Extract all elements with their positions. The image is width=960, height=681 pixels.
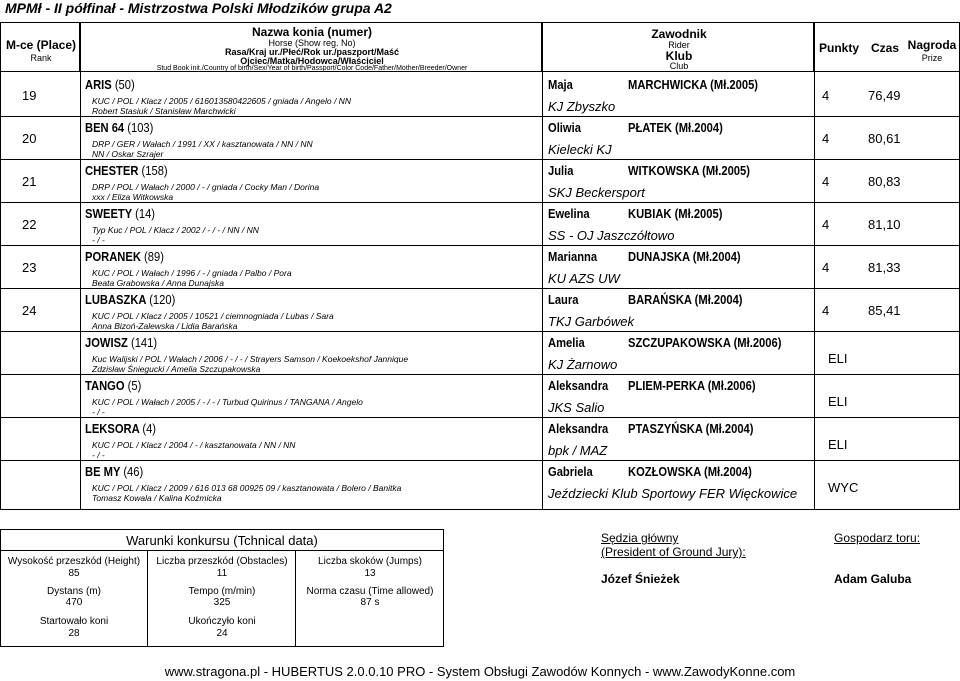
horse-title: JOWISZ (85, 335, 128, 350)
horse-number: (50) (114, 77, 135, 92)
horse-title: LEKSORA (85, 421, 140, 436)
horse-name (85, 335, 157, 350)
rider-first-name: Aleksandra (548, 378, 609, 393)
horse-title: SWEETY (85, 206, 133, 221)
rider-first-name: Ewelina (548, 206, 590, 221)
horse-owners: Beata Grabowska / Anna Dunajska (92, 278, 224, 288)
club-header-sub: Club (669, 61, 689, 71)
time-value: 81,33 (868, 260, 901, 275)
rank-value: 23 (22, 260, 37, 275)
horse-title: BE MY (85, 464, 121, 479)
norm-label: Norma czasu (Time allowed) (306, 586, 434, 597)
rider-last-name: MARCHWICKA (Mł.2005) (628, 77, 759, 92)
rank-header-label: M-ce (Place) (5, 38, 77, 52)
footer-credits: www.stragona.pl - HUBERTUS 2.0.0.10 PRO - System Obsługi Zawodów Konnych - www.ZawodyKonne.com (164, 664, 796, 679)
club-name: Kielecki KJ (548, 142, 612, 157)
club-name: Jeździecki Klub Sportowy FER Więckowice (548, 486, 798, 501)
time-header-label: Czas (870, 41, 899, 55)
horse-title: ARIS (85, 77, 112, 92)
club-name: SS - OJ Jaszczółtowo (548, 228, 675, 243)
time-value: 76,49 (868, 88, 901, 103)
rider-first-name: Julia (548, 163, 574, 178)
rank-value: 21 (22, 174, 37, 189)
height-value: 85 (68, 568, 80, 579)
horse-details: KUC / POL / Klacz / 2009 / 616 013 68 00925 09 / kasztanowata / Bolero / Banitka (92, 483, 402, 493)
horse-details: Typ Kuc / POL / Klacz / 2002 / - / - / NN / NN (92, 225, 259, 235)
horse-title: CHESTER (85, 163, 139, 178)
club-name: TKJ Garbówek (548, 314, 634, 329)
norm-value: 87 s (360, 597, 380, 608)
column-divider (814, 72, 815, 510)
points-value: 4 (822, 174, 830, 189)
time-value: 85,41 (868, 303, 901, 318)
row-divider (0, 202, 960, 203)
rider-last-name: KUBIAK (Mł.2005) (628, 206, 723, 221)
judge-label-en: (President of Ground Jury): (601, 545, 746, 559)
horse-details: DRP / POL / Wałach / 2000 / - / gniada / Cocky Man / Dorina (92, 182, 320, 192)
rank-value: 22 (22, 217, 37, 232)
horse-number: (14) (135, 206, 156, 221)
result-status: ELI (828, 437, 848, 452)
conditions-title: Warunki konkursu (Tchnical data) (126, 533, 318, 548)
rider-first-name: Oliwia (548, 120, 581, 135)
rider-last-name: SZCZUPAKOWSKA (Mł.2006) (628, 335, 782, 350)
points-header-label: Punkty (818, 41, 859, 55)
column-divider (0, 72, 1, 510)
result-status: WYC (828, 480, 859, 495)
horse-header-sub1: Horse (Show reg. No) (268, 38, 356, 48)
time-value: 81,10 (868, 217, 901, 232)
club-name: KU AZS UW (548, 271, 620, 286)
horse-name (85, 464, 143, 479)
horse-owners: - / - (92, 235, 105, 245)
rider-last-name: DUNAJSKA (Mł.2004) (628, 249, 741, 264)
row-divider (0, 116, 960, 117)
row-divider (0, 460, 960, 461)
distance-value: 470 (65, 597, 83, 608)
horse-owners: xxx / Eliza Witkowska (92, 192, 174, 202)
horse-title: BEN 64 (85, 120, 125, 135)
rank-value: 24 (22, 303, 37, 318)
obstacles-label: Liczba przeszkód (Obstacles) (156, 556, 288, 567)
rank-header-sub: Rank (30, 53, 52, 63)
rider-last-name: PLIEM-PERKA (Mł.2006) (628, 378, 756, 393)
horse-number: (46) (123, 464, 144, 479)
horse-details: KUC / POL / Klacz / 2005 / 616013580422605 / gniada / Angelo / NN (92, 96, 351, 106)
row-divider (0, 417, 960, 418)
rider-first-name: Gabriela (548, 464, 593, 479)
host-name: Adam Galuba (834, 572, 912, 586)
club-header-label: Klub (665, 49, 693, 63)
time-value: 80,61 (868, 131, 901, 146)
jumps-label: Liczba skoków (Jumps) (318, 556, 422, 567)
horse-owners: NN / Oskar Szrajer (92, 149, 164, 159)
row-divider (0, 331, 960, 332)
horse-owners: Anna Bizoń-Zalewska / Lidia Barańska (92, 321, 238, 331)
tempo-value: 325 (213, 597, 231, 608)
horse-name (85, 163, 168, 178)
points-value: 4 (822, 131, 830, 146)
rider-last-name: PTASZYŃSKA (Mł.2004) (628, 421, 754, 436)
points-value: 4 (822, 260, 830, 275)
jumps-value: 13 (364, 568, 376, 579)
club-name: JKS Salio (548, 400, 605, 415)
rank-header (0, 22, 80, 72)
horse-number: (141) (130, 335, 158, 350)
column-divider (80, 72, 81, 510)
rider-header-label: Zawodnik (651, 27, 707, 41)
horse-details: Kuc Walijski / POL / Wałach / 2006 / - / - / Strayers Samson / Koekoekshof Jannique (92, 354, 409, 364)
horse-title: LUBASZKA (85, 292, 147, 307)
horse-details: DRP / GER / Wałach / 1991 / XX / kasztanowata / NN / NN (92, 139, 313, 149)
club-name: bpk / MAZ (548, 443, 608, 458)
height-label: Wysokość przeszkód (Height) (7, 556, 141, 567)
obstacles-value: 11 (216, 568, 228, 579)
horse-details: KUC / POL / Klacz / 2005 / 10521 / ciemnogniada / Lubas / Sara (92, 311, 334, 321)
horse-details: KUC / POL / Klacz / 2004 / - / kasztanowata / NN / NN (92, 440, 296, 450)
page-title: MPMł - II półfinał - Mistrzostwa Polski Młodzików grupa A2 (5, 0, 392, 16)
result-status: ELI (828, 351, 848, 366)
rider-first-name: Maja (548, 77, 573, 92)
horse-details: KUC / POL / Wałach / 1996 / - / gniada / Palbo / Pora (92, 268, 292, 278)
rider-last-name: PŁATEK (Mł.2004) (628, 120, 723, 135)
horse-owners: Tomasz Kowala / Kalina Koźmicka (92, 493, 222, 503)
prize-header-label: Nagroda (907, 38, 957, 52)
horse-owners: Robert Stasiuk / Stanisław Marchwicki (92, 106, 236, 116)
horse-header-label: Nazwa konia (numer) (251, 25, 373, 39)
rider-last-name: KOZŁOWSKA (Mł.2004) (628, 464, 752, 479)
horse-number: (4) (142, 421, 157, 436)
rider-first-name: Marianna (548, 249, 598, 264)
horse-name (85, 77, 135, 92)
distance-label: Dystans (m) (47, 586, 101, 597)
judge-label: Sędzia główny (601, 531, 679, 545)
horse-name (85, 421, 156, 436)
horse-owners: Zdzisław Śniegucki / Amelia Szczupakowska (92, 364, 261, 374)
points-value: 4 (822, 88, 830, 103)
judge-name: Józef Śnieżek (601, 572, 680, 586)
horse-number: (103) (127, 120, 154, 135)
rider-header-sub: Rider (668, 40, 690, 50)
rider-last-name: BARAŃSKA (Mł.2004) (628, 292, 743, 307)
horse-title: TANGO (85, 378, 125, 393)
club-name: KJ Zbyszko (548, 99, 616, 114)
started-value: 28 (68, 628, 80, 639)
horse-name (85, 120, 153, 135)
horse-number: (158) (141, 163, 168, 178)
horse-name (85, 206, 155, 221)
horse-number: (120) (149, 292, 176, 307)
result-status: ELI (828, 394, 848, 409)
points-value: 4 (822, 217, 830, 232)
prize-header-sub: Prize (921, 53, 943, 63)
horse-header-sub2: Rasa/Kraj ur./Płeć/Rok ur./paszport/Maść (224, 47, 400, 57)
horse-name (85, 249, 164, 264)
table-bottom-line (0, 509, 960, 510)
rank-value: 19 (22, 88, 37, 103)
row-divider (0, 288, 960, 289)
rank-value: 20 (22, 131, 37, 146)
horse-title: PORANEK (85, 249, 141, 264)
horse-header-sub4: Stud Book init./Country of birth/Sex/Year of birth/Passport/Color Code/Father/Mother/Breeder/Owner (156, 65, 468, 72)
finished-label: Ukończyło koni (188, 616, 256, 627)
finished-value: 24 (216, 628, 228, 639)
horse-header (80, 22, 542, 72)
horse-owners: - / - (92, 407, 105, 417)
horse-header-sub3: Ojciec/Matka/Hodowca/Właściciel (240, 56, 384, 66)
horse-name (85, 292, 175, 307)
started-label: Startowało koni (39, 616, 109, 627)
row-divider (0, 245, 960, 246)
row-divider (0, 374, 960, 375)
horse-owners: - / - (92, 450, 105, 460)
host-label: Gospodarz toru: (834, 531, 921, 545)
club-name: KJ Żarnowo (548, 357, 618, 372)
points-value: 4 (822, 303, 830, 318)
rider-first-name: Laura (548, 292, 579, 307)
rider-first-name: Aleksandra (548, 421, 609, 436)
club-name: SKJ Beckersport (548, 185, 645, 200)
row-divider (0, 159, 960, 160)
rider-header (542, 22, 814, 72)
column-divider (542, 72, 543, 510)
horse-name (85, 378, 141, 393)
horse-number: (89) (144, 249, 164, 264)
points-header (814, 22, 960, 72)
time-value: 80,83 (868, 174, 901, 189)
rider-first-name: Amelia (548, 335, 585, 350)
tempo-label: Tempo (m/min) (188, 586, 256, 597)
rider-last-name: WITKOWSKA (Mł.2005) (628, 163, 750, 178)
horse-number: (5) (127, 378, 142, 393)
horse-details: KUC / POL / Wałach / 2005 / - / - / Turbud Quirinus / TANGANA / Angelo (92, 397, 363, 407)
